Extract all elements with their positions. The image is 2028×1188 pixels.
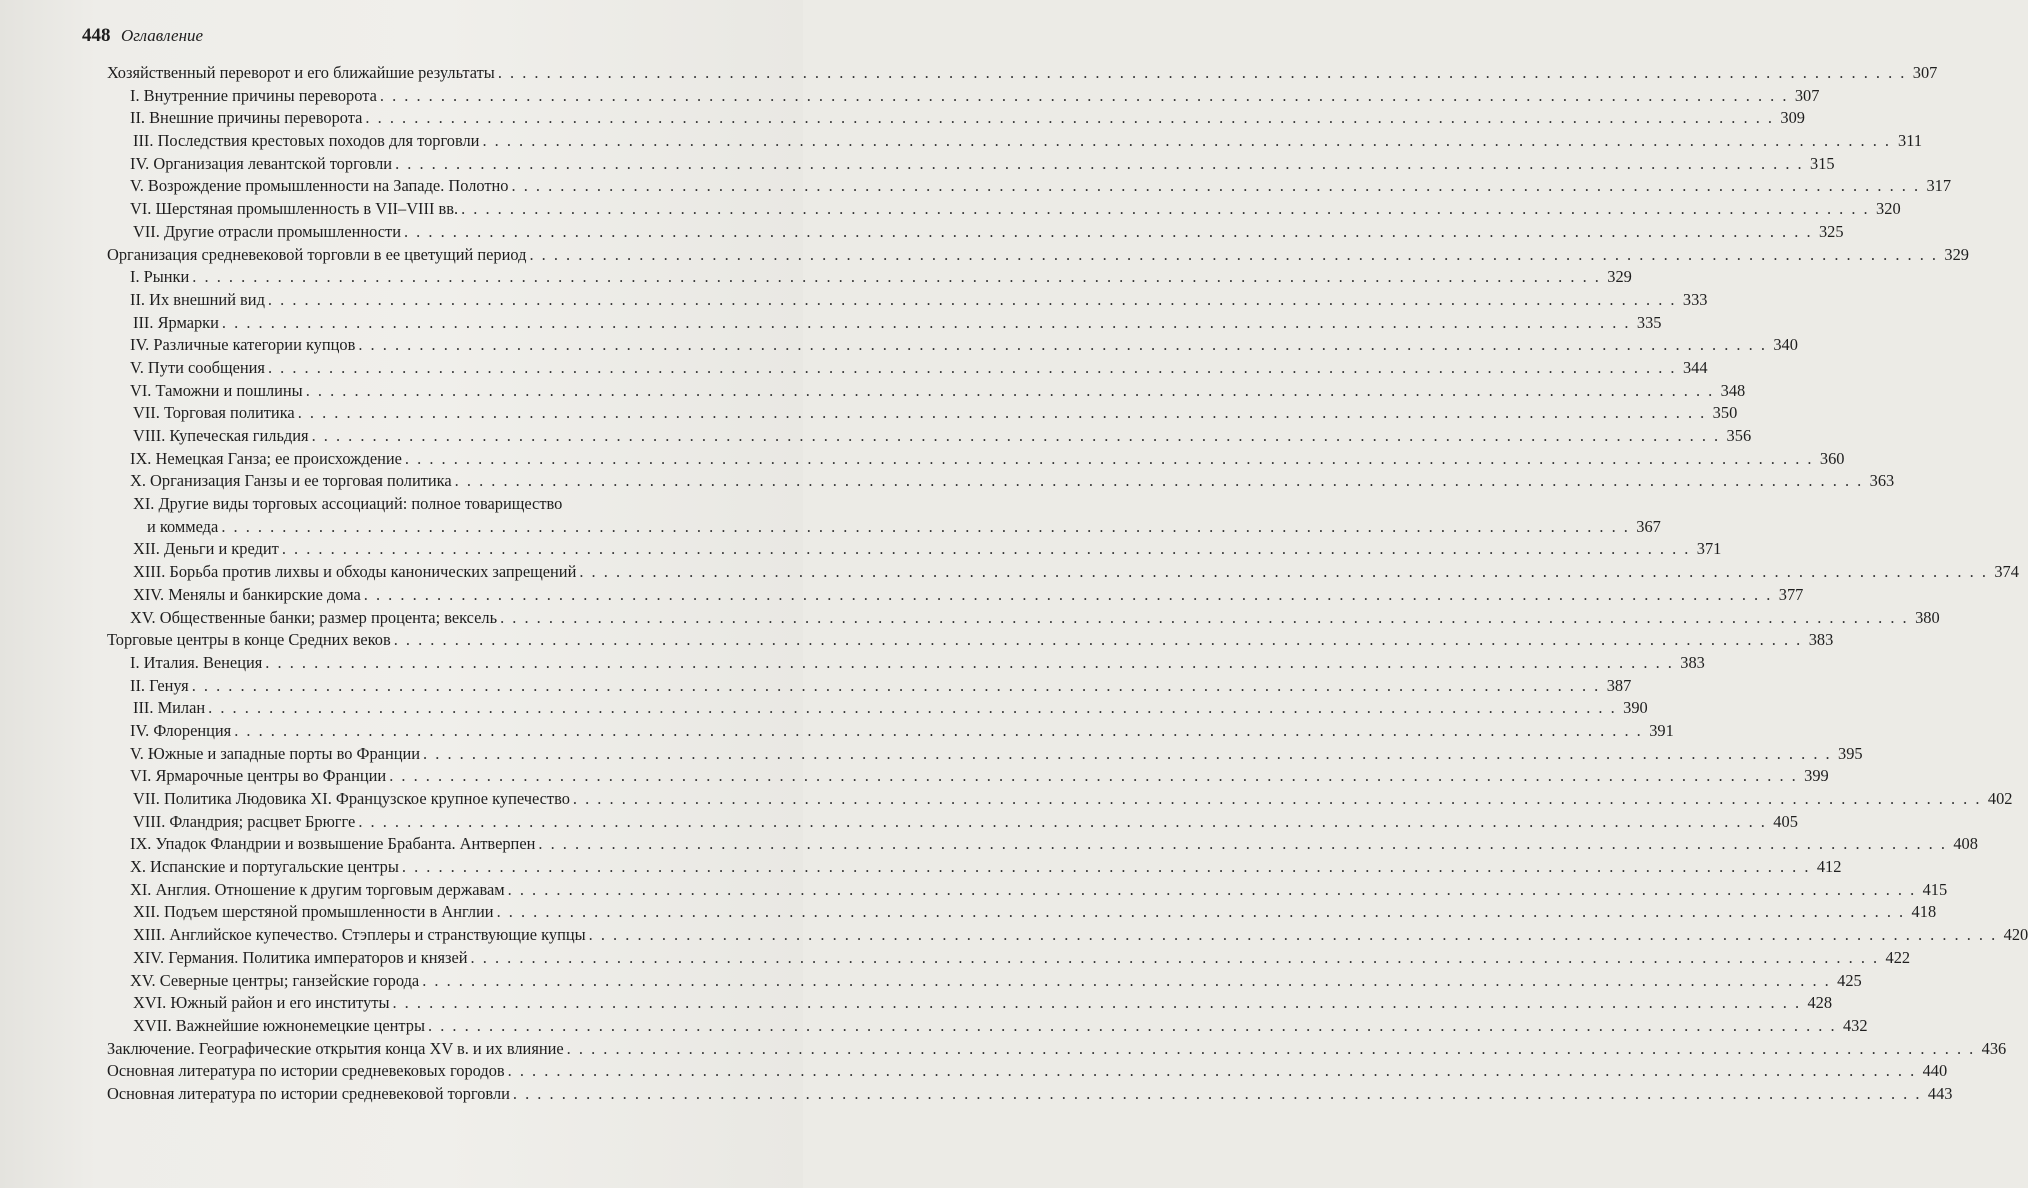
toc-entry-title: XIII. Борьба против лихвы и обходы канонических запрещений xyxy=(133,562,577,582)
dot-leader xyxy=(268,289,1677,312)
toc-entry-line xyxy=(133,402,1738,425)
toc-entry xyxy=(0,402,1738,425)
dot-leader xyxy=(265,652,1674,675)
toc-entry-title: XII. Подъем шерстяной промышленности в Англии xyxy=(133,902,494,922)
dot-leader xyxy=(589,924,1998,947)
dot-leader xyxy=(455,470,1864,493)
toc-entry-title: X. Организация Ганзы и ее торговая политика xyxy=(130,471,452,491)
dot-leader xyxy=(395,153,1804,176)
dot-leader xyxy=(422,970,1831,993)
toc-entry-title: IV. Различные категории купцов xyxy=(130,335,356,355)
toc-entry-page: 317 xyxy=(1926,176,1952,196)
dot-leader xyxy=(579,561,1988,584)
dot-leader xyxy=(423,743,1832,766)
dot-leader xyxy=(312,425,1721,448)
toc-entry-line xyxy=(130,380,1746,403)
toc-entry-title: X. Испанские и португальские центры xyxy=(130,857,399,877)
page-header xyxy=(82,24,203,47)
toc-entry xyxy=(0,1060,1948,1083)
toc-entry-line xyxy=(133,561,2019,584)
toc-entry-title: VIII. Фландрия; расцвет Брюгге xyxy=(133,811,356,831)
toc-entry-page: 348 xyxy=(1720,380,1746,400)
dot-leader xyxy=(428,1015,1837,1038)
dot-leader xyxy=(192,266,1601,289)
toc-entry-title: VII. Торговая политика xyxy=(133,403,295,423)
dot-leader xyxy=(358,811,1767,834)
toc-entry-title: III. Милан xyxy=(133,698,206,718)
toc-entry-page: 387 xyxy=(1606,675,1632,695)
toc-entry-page: 425 xyxy=(1837,970,1862,990)
toc-entry-line xyxy=(107,1038,2007,1061)
dot-leader xyxy=(268,357,1677,380)
toc-entry-page: 418 xyxy=(1911,902,1937,922)
toc-entry xyxy=(0,380,1746,403)
toc-entry xyxy=(0,652,1705,675)
dot-leader xyxy=(402,856,1811,879)
toc-entry-page: 371 xyxy=(1696,539,1722,559)
toc-entry xyxy=(0,1083,1953,1106)
toc-entry-title: XI. Другие виды торговых ассоциаций: полное товарищество xyxy=(133,494,563,514)
toc-entry xyxy=(0,561,2019,584)
toc-entry-line xyxy=(107,1083,1953,1106)
toc-entry-line xyxy=(130,743,1863,766)
toc-entry-line xyxy=(130,879,1948,902)
dot-leader xyxy=(529,244,1938,267)
toc-entry-page: 309 xyxy=(1780,108,1805,128)
toc-entry xyxy=(0,470,1895,493)
toc-entry xyxy=(0,153,1835,176)
toc-entry-title: VI. Таможни и пошлины xyxy=(130,380,303,400)
toc-entry-line xyxy=(133,1015,1868,1038)
dot-leader xyxy=(389,765,1798,788)
toc-entry xyxy=(0,833,1978,856)
toc-entry-line xyxy=(130,470,1895,493)
toc-entry-page: 360 xyxy=(1819,448,1845,468)
dot-leader xyxy=(298,402,1707,425)
toc-entry xyxy=(0,697,1648,720)
toc-entry-page: 307 xyxy=(1912,63,1938,82)
toc-entry-title: XVII. Важнейшие южнонемецкие центры xyxy=(133,1015,425,1035)
toc-entry xyxy=(0,879,1948,902)
toc-entry-page: 399 xyxy=(1804,766,1829,786)
toc-entry-title: VIII. Купеческая гильдия xyxy=(133,426,309,445)
toc-entry xyxy=(0,312,1662,335)
page-number: 448 xyxy=(82,25,111,46)
toc-entry-line xyxy=(107,1060,1948,1083)
toc-entry xyxy=(0,198,1901,221)
toc-entry-page: 420 xyxy=(2003,925,2028,945)
toc-entry-page: 380 xyxy=(1915,607,1940,627)
toc-entry-page: 440 xyxy=(1922,1061,1948,1081)
dot-leader xyxy=(380,85,1789,108)
dot-leader xyxy=(508,879,1917,902)
toc-entry-page: 367 xyxy=(1636,516,1661,536)
toc-entry-page: 320 xyxy=(1876,199,1901,219)
toc-entry xyxy=(0,538,1722,561)
toc-entry xyxy=(0,720,1674,743)
dot-leader xyxy=(461,198,1870,221)
toc-entry-title: Основная литература по истории средневековых городов xyxy=(107,1061,505,1081)
toc-entry-title: Заключение. Географические открытия конца XV в. и их влияние xyxy=(107,1038,564,1058)
dot-leader xyxy=(538,833,1947,856)
dot-leader xyxy=(573,788,1982,811)
toc-entry-page: 422 xyxy=(1885,947,1911,967)
toc-entry-line xyxy=(133,811,1798,834)
dot-leader xyxy=(567,1038,1976,1061)
dot-leader xyxy=(500,607,1909,630)
toc-entry-page: 356 xyxy=(1726,426,1752,445)
toc-entry-line xyxy=(133,221,1844,244)
toc-entry-line xyxy=(130,720,1674,743)
dot-leader xyxy=(471,947,1880,970)
toc-entry xyxy=(0,629,1834,652)
toc-entry-page: 307 xyxy=(1794,85,1820,105)
toc-entry-title: III. Ярмарки xyxy=(133,312,219,332)
toc-entry-line xyxy=(107,244,1969,267)
toc-entry-line xyxy=(130,448,1845,471)
toc-entry-page: 383 xyxy=(1680,652,1705,672)
toc-entry-page: 335 xyxy=(1636,312,1662,332)
running-title: Оглавление xyxy=(121,26,204,45)
dot-leader xyxy=(482,130,1891,153)
dot-leader xyxy=(404,221,1813,244)
toc-entry-line xyxy=(130,334,1798,357)
toc-entry-line xyxy=(130,357,1708,380)
toc-entry-title: I. Италия. Венеция xyxy=(130,652,263,672)
toc-entry-page: 329 xyxy=(1944,244,1969,264)
toc-entry-line xyxy=(130,175,1952,198)
toc-entry-line xyxy=(130,833,1978,856)
toc-entry xyxy=(0,924,2028,947)
toc-entry xyxy=(0,425,1752,448)
toc-entry-line xyxy=(133,992,1833,1015)
dot-leader xyxy=(498,62,1907,85)
toc-entry-title: Хозяйственный переворот и его ближайшие результаты xyxy=(107,63,495,82)
dot-leader xyxy=(512,175,1921,198)
toc-entry-title: III. Последствия крестовых походов для торговли xyxy=(133,131,480,151)
toc-entry-line xyxy=(133,130,1923,153)
toc-entry-line xyxy=(130,856,1842,879)
toc-entry-page: 412 xyxy=(1816,857,1842,877)
toc-entry-title: Основная литература по истории средневековой торговли xyxy=(107,1083,510,1103)
toc-entry xyxy=(0,607,1940,630)
toc-entry xyxy=(0,901,1937,924)
toc-entry-title: XV. Общественные банки; размер процента; вексель xyxy=(130,607,498,627)
toc-entry-page: 315 xyxy=(1810,153,1835,173)
toc-entry-title: V. Южные и западные порты во Франции xyxy=(130,743,421,763)
dot-leader xyxy=(364,584,1773,607)
dot-leader xyxy=(221,516,1630,539)
toc-entry xyxy=(0,1015,1868,1038)
toc-entry-line xyxy=(107,629,1834,652)
toc-entry-title: IX. Немецкая Ганза; ее происхождение xyxy=(130,448,402,468)
dot-leader xyxy=(497,901,1906,924)
toc-entry-line xyxy=(130,198,1901,221)
toc-entry-page: 329 xyxy=(1607,267,1632,287)
toc-entry-page: 443 xyxy=(1927,1083,1953,1103)
toc-entry xyxy=(0,62,1938,85)
toc-entry-line xyxy=(130,765,1829,788)
toc-entry xyxy=(0,947,1911,970)
dot-leader xyxy=(234,720,1643,743)
toc-entry xyxy=(0,107,1805,130)
dot-leader xyxy=(365,107,1774,130)
toc-entry-title: II. Их внешний вид xyxy=(130,289,265,309)
toc-entry-line xyxy=(130,266,1632,289)
table-of-contents xyxy=(0,62,2028,1106)
toc-entry xyxy=(0,493,1661,538)
toc-entry xyxy=(0,357,1708,380)
toc-entry-line xyxy=(133,901,1937,924)
toc-entry-title: XII. Деньги и кредит xyxy=(133,539,279,559)
toc-entry-page: 363 xyxy=(1869,471,1895,491)
dot-leader xyxy=(306,380,1715,403)
toc-entry-title: I. Внутренние причины переворота xyxy=(130,85,377,105)
toc-entry-line xyxy=(130,675,1632,698)
dot-leader xyxy=(358,334,1767,357)
toc-entry xyxy=(0,788,2013,811)
toc-entry xyxy=(0,992,1833,1015)
toc-entry-line xyxy=(147,516,1661,539)
toc-entry xyxy=(0,811,1798,834)
toc-entry-title: XIII. Английское купечество. Стэплеры и странствующие купцы xyxy=(133,925,586,945)
toc-entry-line xyxy=(133,584,1804,607)
toc-entry-page: 374 xyxy=(1994,562,2019,582)
toc-entry xyxy=(0,1038,2007,1061)
toc-entry xyxy=(0,448,1845,471)
toc-entry-title: XIV. Менялы и банкирские дома xyxy=(133,584,361,604)
toc-entry-line xyxy=(130,153,1835,176)
toc-entry xyxy=(0,584,1804,607)
dot-leader xyxy=(405,448,1814,471)
toc-entry-page: 405 xyxy=(1773,811,1798,831)
toc-entry-title-continued: и коммеда xyxy=(147,516,219,536)
toc-entry-page: 390 xyxy=(1623,698,1648,718)
toc-entry-page: 325 xyxy=(1818,221,1844,241)
toc-entry-title: XIV. Германия. Политика императоров и князей xyxy=(133,947,468,967)
toc-entry-line xyxy=(130,652,1705,675)
toc-entry xyxy=(0,175,1952,198)
toc-entry-title: V. Возрождение промышленности на Западе. Полотно xyxy=(130,176,509,196)
toc-entry-title: II. Внешние причины переворота xyxy=(130,108,363,128)
toc-entry-title: XV. Северные центры; ганзейские города xyxy=(130,970,420,990)
toc-entry xyxy=(0,765,1829,788)
toc-entry-line xyxy=(130,970,1862,993)
toc-entry-page: 340 xyxy=(1773,335,1798,355)
toc-entry xyxy=(0,970,1862,993)
toc-entry xyxy=(0,289,1708,312)
toc-entry-page: 415 xyxy=(1922,879,1948,899)
toc-entry-page: 383 xyxy=(1808,630,1834,650)
toc-entry xyxy=(0,856,1842,879)
toc-entry-title: VI. Ярмарочные центры во Франции xyxy=(130,766,387,786)
dot-leader xyxy=(508,1060,1917,1083)
toc-entry-title: IX. Упадок Фландрии и возвышение Брабанта. Антверпен xyxy=(130,834,536,854)
toc-entry-line xyxy=(130,289,1708,312)
toc-entry-page: 432 xyxy=(1842,1015,1868,1035)
toc-entry-title: IV. Флоренция xyxy=(130,720,232,740)
toc-entry-page: 311 xyxy=(1898,131,1923,151)
toc-entry-line xyxy=(130,607,1940,630)
dot-leader xyxy=(282,538,1691,561)
toc-entry-line xyxy=(130,107,1805,130)
dot-leader xyxy=(222,312,1631,335)
toc-entry-title: VII. Политика Людовика XI. Французское крупное купечество xyxy=(133,789,570,809)
toc-entry-title: I. Рынки xyxy=(130,267,190,287)
toc-entry-title: V. Пути сообщения xyxy=(130,357,265,377)
dot-leader xyxy=(513,1083,1922,1106)
toc-entry-title: Торговые центры в конце Средних веков xyxy=(107,630,391,650)
toc-entry-title: VI. Шерстяная промышленность в VII–VIII вв. xyxy=(130,199,459,219)
toc-entry-line xyxy=(133,425,1752,448)
toc-entry-page: 350 xyxy=(1712,403,1738,423)
toc-entry xyxy=(0,334,1798,357)
toc-entry-line xyxy=(133,538,1722,561)
toc-entry-line xyxy=(133,697,1648,720)
toc-entry-line xyxy=(107,62,1938,85)
toc-entry xyxy=(0,85,1820,108)
toc-entry-line xyxy=(133,788,2013,811)
toc-entry xyxy=(0,743,1863,766)
toc-entry-title: XI. Англия. Отношение к другим торговым державам xyxy=(130,879,505,899)
toc-entry-page: 344 xyxy=(1682,357,1708,377)
toc-entry-title: IV. Организация левантской торговли xyxy=(130,153,393,173)
toc-entry xyxy=(0,221,1844,244)
toc-entry-title: Организация средневековой торговли в ее цветущий период xyxy=(107,244,527,264)
toc-entry-page: 377 xyxy=(1778,584,1804,604)
toc-entry xyxy=(0,130,1923,153)
dot-leader xyxy=(192,675,1601,698)
toc-entry-line xyxy=(133,312,1662,335)
toc-entry-page: 391 xyxy=(1649,720,1674,740)
toc-entry-page: 333 xyxy=(1682,289,1708,309)
toc-entry-page: 395 xyxy=(1838,743,1863,763)
toc-entry-page: 436 xyxy=(1981,1038,2007,1058)
toc-entry-title: VII. Другие отрасли промышленности xyxy=(133,221,401,241)
toc-entry-page: 428 xyxy=(1807,993,1833,1013)
dot-leader xyxy=(208,697,1617,720)
toc-entry-page: 408 xyxy=(1953,834,1978,854)
toc-entry xyxy=(0,244,1969,267)
toc-entry-line xyxy=(130,85,1820,108)
toc-entry-page: 402 xyxy=(1987,789,2013,809)
toc-entry-title: II. Генуя xyxy=(130,675,189,695)
toc-entry xyxy=(0,675,1632,698)
dot-leader xyxy=(394,629,1803,652)
toc-entry-title: XVI. Южный район и его институты xyxy=(133,993,390,1013)
dot-leader xyxy=(392,992,1801,1015)
toc-entry-line xyxy=(133,924,2028,947)
toc-entry-line xyxy=(133,947,1911,970)
toc-entry xyxy=(0,266,1632,289)
